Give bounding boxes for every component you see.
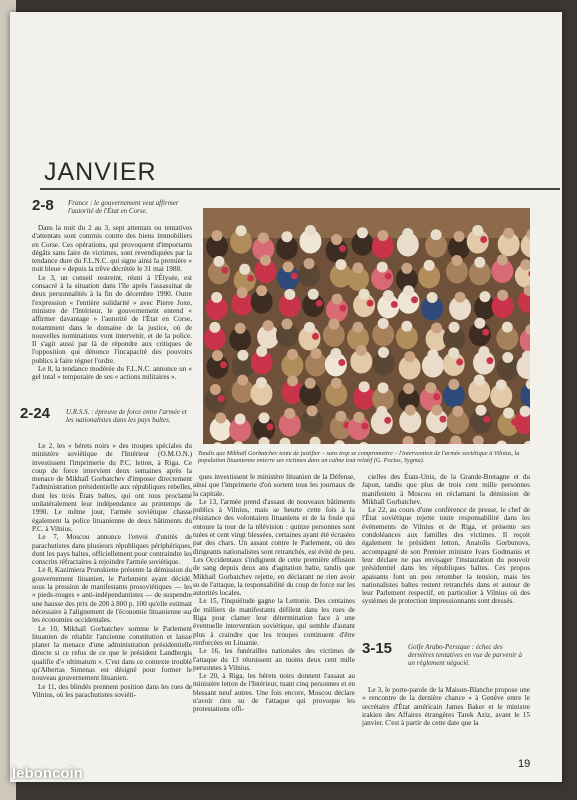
photo-image	[203, 208, 530, 444]
paragraph: Le 8, Kazimiera Prunskiene présente la démission du gouvernement lituanien, le Parlement ayant décidé, sous la pression de manifestants prosoviétiques — les « pieds-rouges » anti-indépendantistes — de suspendre une hausse des prix de 200 à 800 p. 100 qu'elle estimait nécessaire à l'alignement de l'économie lituanienne sur les économies occidentales.	[32, 566, 192, 625]
paragraph: Le 16, les funérailles nationales des victimes de l'attaque du 13 réunissent au moins deux cent mille personnes à Vilnius.	[193, 647, 355, 672]
paragraph: Le 22, au cours d'une conférence de presse, le chef de l'État soviétique rejette toute responsabilité dans les événements de Vilnius et de Riga, et présente ses condoléances aux familles des victimes. Il reçoit également le président letton, Anatolis Gorbunovs, accompagné de son Premier ministre Ivars Godmanis et leur déclare ne pas envisager l'instauration du pouvoir présidentiel dans les républiques baltes. Ces propos apaisants font un peu retomber la tension, mais les nationalistes baltes restent retranchés dans et autour de leur Parlement respectif, en particulier à Vilnius où des systèmes de protection impressionnants sont dressés.	[362, 506, 530, 606]
paragraph: Le 13, l'armée prend d'assaut de nouveaux bâtiments publics à Vilnius, mais se heurte cette fois à la résistance des volontaires lituaniens et de la foule qui entoure la tour de la télévision : quinze personnes sont tuées et cent vingt blessées, certaines ayant été écrasées par des chars. Un assaut contre le Parlement, où des dirigeants nationalistes sont retranchés, est évité de peu. Les Occidentaux s'indignent de cette première effusion de sang depuis deux ans d'agitation balte, tandis que Mikhaïl Gorbatchev rejette, en déclarant ne rien avoir su de l'attaque, la responsabilité du coup de force sur les autorités locales.	[193, 497, 355, 598]
paragraph: cielles des États-Unis, de la Grande-Bretagne et du Japon, tandis que plus de trois cent mille personnes manifestent à Moscou en réclamant la démission de Mikhaïl Gorbatchev.	[362, 473, 530, 506]
watermark-logo: leboncoin	[12, 765, 83, 782]
page-number: 19	[518, 758, 531, 770]
paragraph: Le 8, la tendance modérée du F.L.N.C. annonce un « gel total » temporaire de ses « actions militaires ».	[32, 365, 192, 382]
text-column-middle	[193, 473, 355, 714]
paragraph: Le 15, l'inquiétude gagne la Lettonie. Des centaines de milliers de manifestants défilent dans les rues de Riga pour clamer leur détermination face à une éventuelle intervention soviétique, qui semble d'autant plus à craindre que les troupes continuent d'être renforcées en Lituanie.	[193, 597, 355, 647]
entry-date: 3-15	[362, 640, 393, 657]
magazine-page	[10, 12, 562, 782]
paragraph: Le 3, un conseil restreint, réuni à l'Élysée, est consacré à la situation dans l'île après l'assassinat de deux personnalités à la fin de décembre 1990. Outre l'expression « l'entière solidarité » avec Pierre Joxe, ministre de l'Intérieur, le gouvernement entend « affirmer davantage » l'autorité de l'État en Corse, notamment dans le domaine de la justice, où de nouvelles nominations vont intervenir, et de la police. Il s'agit aussi par là de répondre aux critiques de l'opposition qui dénonce l'incapacité des pouvoirs publics à faire régner l'ordre.	[32, 273, 192, 365]
heading-rule	[40, 188, 560, 190]
entry-subtitle: U.R.S.S. : épreuve de force entre l'armée et les nationalistes dans les pays baltes.	[66, 408, 187, 424]
paragraph: Le 7, Moscou annonce l'envoi d'unités de parachutistes dans plusieurs républiques périphériques, dont les pays baltes, officiellement pour contraindre les conscrits réfractaires à rejoindre l'armée soviétique.	[32, 533, 192, 567]
paragraph: Le 3, le porte-parole de la Maison-Blanche propose une « rencontre de la dernière chance » à Genève entre le secrétaire d'État américain James Baker et le ministre irakien des Affaires étrangères Tarek Aziz, avant le 15 janvier. C'est à partir de cette date que la	[362, 686, 530, 728]
text-column-right-top	[362, 473, 530, 606]
text-column-left-bottom	[32, 442, 192, 699]
entry-date: 2-24	[20, 405, 51, 422]
funeral-crowd-photo	[203, 208, 530, 444]
paragraph: Dans la nuit du 2 au 3, sept attentats ou tentatives d'attentats sont commis contre des biens immobiliers en Corse. Ces opérations, qui provoquent d'importants dégâts sans faire de victimes, sont revendiquées par la tendance dure du F.L.N.C. qui signe ainsi la première « nuit bleue » depuis la trêve décrétée le 31 mai 1988.	[32, 224, 192, 274]
paragraph: Le 11, des blindés prennent position dans les rues de Vilnius, où les parachutistes soviéti-	[32, 682, 192, 699]
paragraph: Le 10, Mikhaïl Gorbatchev somme le Parlement lituanien de rétablir l'ancienne constitution et laisse planer la menace d'une administration présidentielle directe si ce refus de ce que le président Landbergis qualifie d'« ultimatum ». C'est dans ce contexte troublé qu'Albertas Simenas est désigné pour former le nouveau gouvernement lituanien.	[32, 624, 192, 683]
entry-date: 2-8	[32, 197, 54, 214]
photo-caption: Tandis que Mikhaïl Gorbatchev tente de justifier – sans trop se compromettre – l'intervention de l'armée soviétique à Vilnius, la population lituanienne enterre ses victimes dans un calme tout relatif (G. Pocius, Sygma).	[198, 450, 520, 465]
entry-subtitle: France : le gouvernement veut affirmer l'autorité de l'État en Corse.	[68, 199, 179, 215]
text-column-left-top	[32, 224, 192, 382]
paragraph: Le 20, à Riga, les bérets noirs donnent l'assaut au ministère letton de l'Intérieur, tuant cinq personnes et en blessant neuf autres. Une fois encore, Moscou déclare n'avoir rien su de l'attaque qui provoque les protestations offi-	[193, 672, 355, 714]
paragraph: ques investissent le ministère lituanien de la Défense, ainsi que l'imprimerie d'où sortent tous les journaux de la capitale.	[193, 473, 355, 498]
entry-subtitle: Golfe Arabo-Persique : échec des dernières tentatives en vue de parvenir à un règlement négocié.	[408, 643, 523, 667]
paragraph: Le 2, les « bérets noirs » des troupes spéciales du ministère soviétique de l'Intérieur (O.M.O.N.) investissent l'imprimerie du P.C. letton, à Riga. Ce coup de force intervient deux semaines après la menace de Mikhaïl Gorbatchev d'imposer directement l'administration présidentielle aux républiques rebelles, dont les trois États baltes, qui ont tous proclamé unilatéralement leur indépendance au printemps de 1990. Le même jour, l'armée soviétique chasse également la police lituanienne de deux bâtiments du P.C. à Vilnius.	[32, 442, 192, 533]
text-column-right-bottom	[362, 686, 530, 727]
month-heading: JANVIER	[44, 158, 157, 186]
